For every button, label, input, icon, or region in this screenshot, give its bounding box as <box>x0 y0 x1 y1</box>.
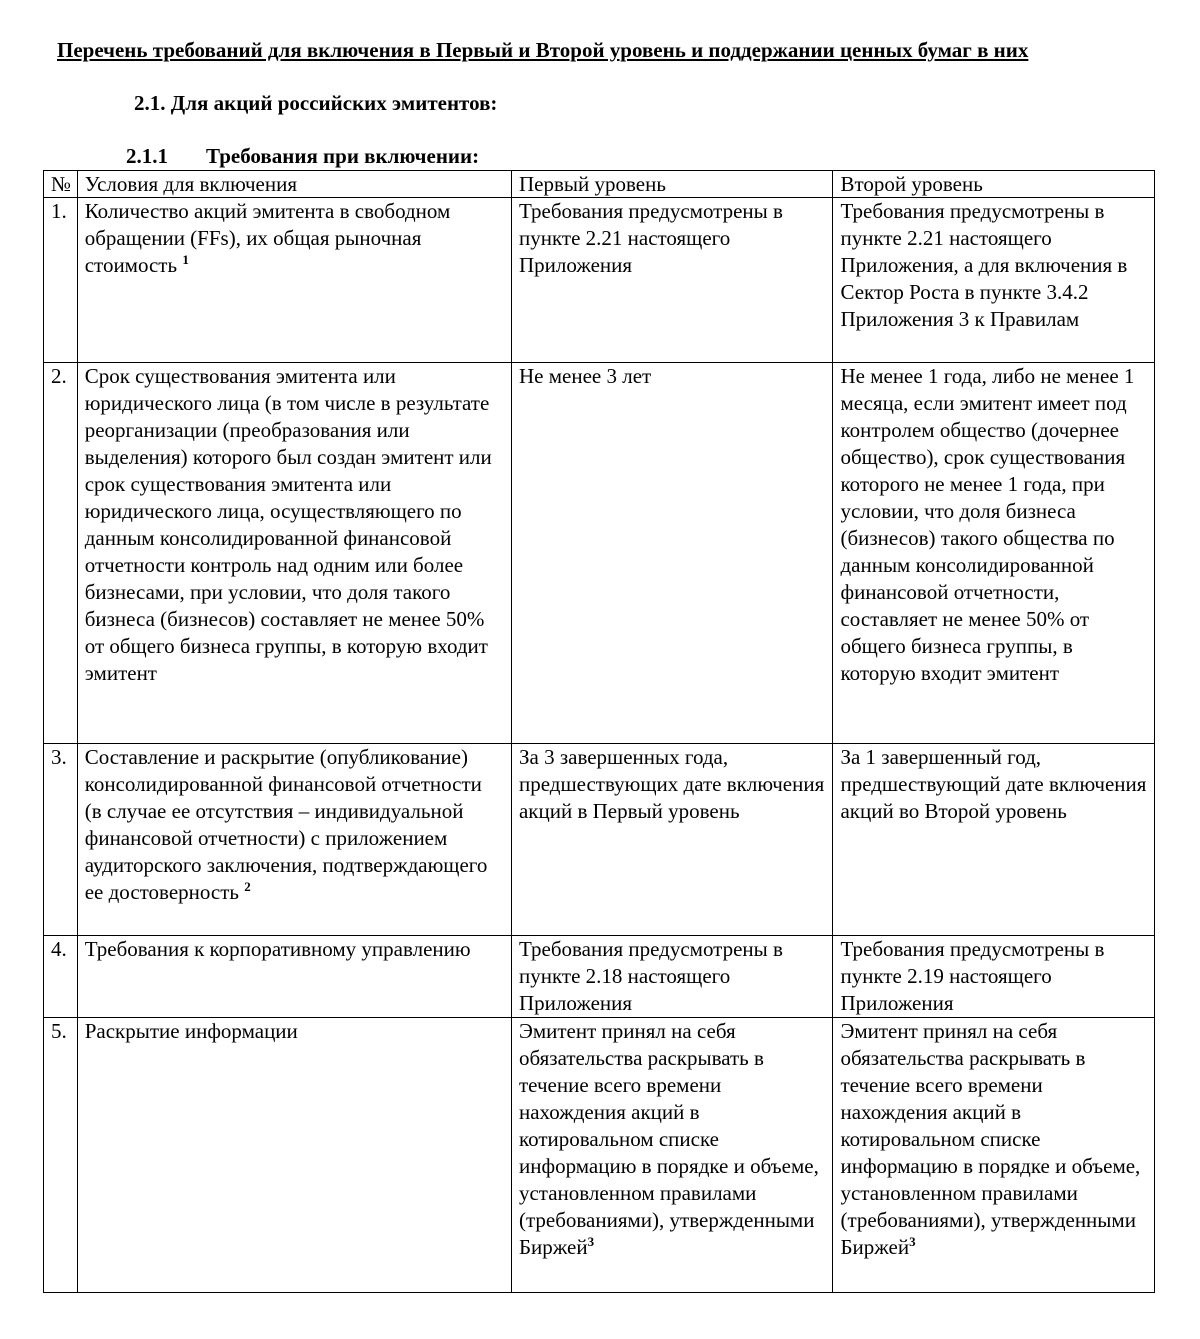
table-row <box>44 744 1155 936</box>
row-number: 1. <box>44 198 78 363</box>
table-header-row <box>44 171 1155 198</box>
row-level1: За 3 завершенных года, предшествующих дате включения акций в Первый уровень <box>511 744 832 936</box>
footnote-marker: 1 <box>182 252 189 267</box>
row-level2: За 1 завершенный год, предшествующий дате включения акций во Второй уровень <box>833 744 1155 936</box>
table-row <box>44 198 1155 363</box>
page-title: Перечень требований для включения в Первый и Второй уровень и поддержании ценных бумаг в них <box>57 38 1029 62</box>
section-heading <box>134 91 497 116</box>
level2-text: Эмитент принял на себя обязательства раскрывать в течение всего времени нахождения акций в котировальном списке информацию в порядке и объеме, установленном правилами (требованиями), утвержденными Биржей <box>840 1019 1141 1259</box>
row-number: 2. <box>44 363 78 744</box>
row-level2: Требования предусмотрены в пункте 2.19 настоящего Приложения <box>833 936 1155 1018</box>
row-level1: Требования предусмотрены в пункте 2.18 настоящего Приложения <box>511 936 832 1018</box>
footnote-marker: 2 <box>244 879 251 894</box>
row-number: 3. <box>44 744 78 936</box>
row-condition: Срок существования эмитента или юридического лица (в том числе в результате реорганизации (преобразования или выделения) которого был создан эмитент или срок существования эмитента или юридического лица, осуществляющего по данным консолидированной финансовой отчетности контроль над одним или более бизнесами, при условии, что доля такого бизнеса (бизнесов) составляет не менее 50% от общего бизнеса группы, в которую входит эмитент <box>77 363 511 744</box>
section-title: Для акций российских эмитентов: <box>170 91 498 115</box>
row-level2: Требования предусмотрены в пункте 2.21 настоящего Приложения, а для включения в Сектор Роста в пункте 3.4.2 Приложения 3 к Правилам <box>833 198 1155 363</box>
row-condition <box>77 744 511 936</box>
row-number: 5. <box>44 1018 78 1293</box>
row-level2 <box>833 1018 1155 1293</box>
row-level1 <box>511 1018 832 1293</box>
row-level1: Не менее 3 лет <box>511 363 832 744</box>
row-level2: Не менее 1 года, либо не менее 1 месяца, если эмитент имеет под контролем общество (дочернее общество), срок существования которого не менее 1 года, при условии, что доля бизнеса (бизнесов) такого общества по данным консолидированной финансовой отчетности, составляет не менее 50% от общего бизнеса группы, в которую входит эмитент <box>833 363 1155 744</box>
section-number: 2.1. <box>134 91 166 115</box>
header-number: № <box>44 171 78 198</box>
requirements-table <box>43 170 1155 1293</box>
condition-text: Составление и раскрытие (опубликование) консолидированной финансовой отчетности (в случае ее отсутствия – индивидуальной финансовой отчетности) с приложением аудиторского заключения, подтверждающего ее достоверность <box>84 745 488 904</box>
row-number: 4. <box>44 936 78 1018</box>
row-condition: Требования к корпоративному управлению <box>77 936 511 1018</box>
subsection-number: 2.1.1 <box>126 144 168 168</box>
header-level1: Первый уровень <box>511 171 832 198</box>
row-condition <box>77 198 511 363</box>
table-row <box>44 1018 1155 1293</box>
footnote-marker: 3 <box>909 1234 916 1249</box>
header-condition: Условия для включения <box>77 171 511 198</box>
table-row <box>44 936 1155 1018</box>
subsection-title: Требования при включении: <box>206 144 480 168</box>
table-row <box>44 363 1155 744</box>
header-level2: Второй уровень <box>833 171 1155 198</box>
footnote-marker: 3 <box>587 1234 595 1249</box>
row-level1: Требования предусмотрены в пункте 2.21 настоящего Приложения <box>511 198 832 363</box>
row-condition: Раскрытие информации <box>77 1018 511 1293</box>
subsection-heading <box>126 144 479 169</box>
condition-text: Количество акций эмитента в свободном обращении (FFs), их общая рыночная стоимость <box>84 199 451 277</box>
level1-text: Эмитент принял на себя обязательства раскрывать в течение всего времени нахождения акций в котировальном списке информацию в порядке и объеме, установленном правилами (требованиями), утвержденными Биржей <box>518 1019 819 1259</box>
